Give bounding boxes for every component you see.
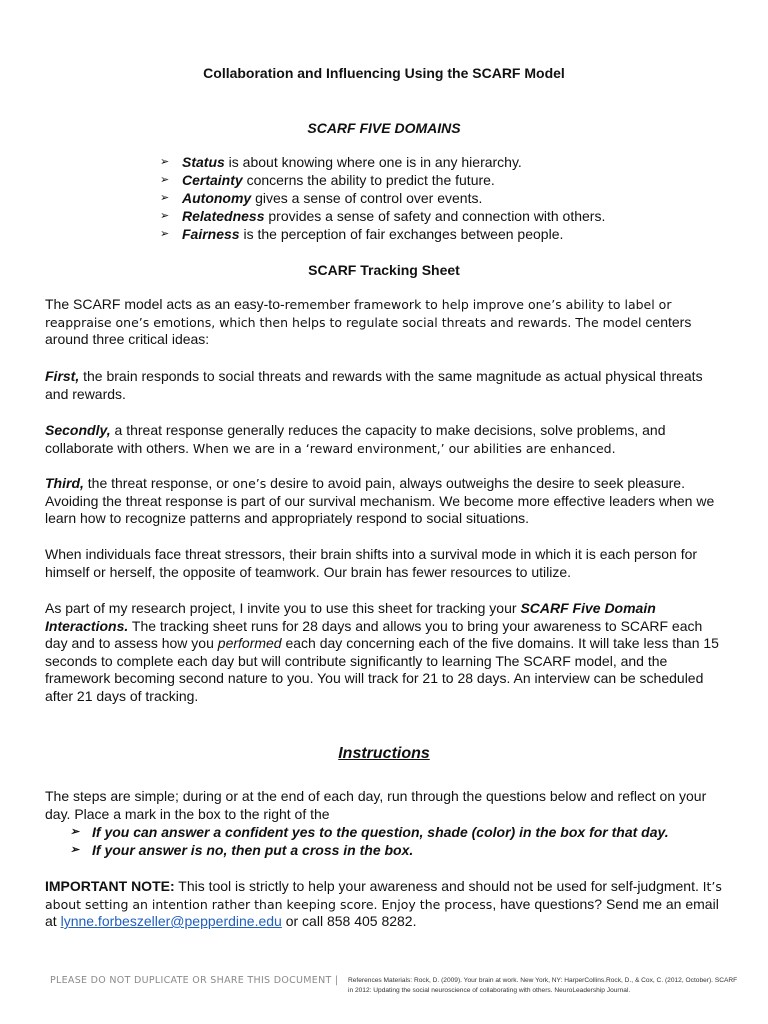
- paragraph-text-soft: one’s: [232, 476, 267, 491]
- email-link[interactable]: lynne.forbeszeller@pepperdine.edu: [60, 913, 282, 929]
- third-paragraph: [45, 475, 725, 528]
- tracking-sheet-heading: SCARF Tracking Sheet: [308, 262, 460, 278]
- important-note-label: IMPORTANT NOTE:: [45, 878, 175, 894]
- paragraph-text-soft: When we are in a ‘reward environment,’ our abilities are enhanced.: [192, 440, 616, 456]
- domain-item-status: [160, 153, 605, 171]
- arrow-bullet-icon: ➢: [160, 156, 170, 168]
- domain-text: is about knowing where one is in any hierarchy.: [224, 154, 522, 170]
- research-paragraph: [45, 600, 725, 705]
- domain-item-certainty: [160, 171, 605, 189]
- arrow-bullet-icon: ➢: [160, 174, 170, 186]
- arrow-bullet-icon: ➢: [70, 826, 80, 838]
- paragraph-lead: Third,: [45, 475, 84, 491]
- steps-intro-paragraph: The steps are simple; during or at the end of each day, run through the questions below and reflect on your day. Place a mark in the box to the right of the: [45, 788, 707, 822]
- arrow-bullet-icon: ➢: [160, 192, 170, 204]
- domain-term: Relatedness: [182, 208, 265, 224]
- arrow-bullet-icon: ➢: [160, 228, 170, 240]
- step-item: [70, 841, 669, 859]
- paragraph-text: the threat response, or: [83, 475, 233, 491]
- domain-text: is the perception of fair exchanges between people.: [239, 226, 564, 242]
- reference-materials: References Materials: Rock, D. (2009). Your brain at work. New York, NY: HarperCollins.Rock, D., & Cox, C. (2012, October). SCARF in 2012: Updating the social neuroscience of collaborating with others. NeuroLeadership Journal.: [348, 977, 738, 994]
- paragraph-text: the brain responds to social threats and rewards with the same magnitude as actual physical threats and rewards.: [45, 368, 703, 402]
- document-title: Collaboration and Influencing Using the SCARF Model: [203, 65, 565, 81]
- instructions-heading: Instructions: [338, 745, 430, 762]
- research-text-2: The tracking sheet runs for 28 days and allows you to bring your awareness to SCARF each day and to assess how you: [45, 617, 703, 651]
- domain-term: Fairness: [182, 226, 240, 242]
- secondly-paragraph: [45, 422, 725, 457]
- domain-item-fairness: [160, 225, 605, 243]
- domain-item-autonomy: [160, 189, 605, 207]
- arrow-bullet-icon: ➢: [160, 210, 170, 222]
- note-text-soft: It’s about setting an intention rather than keeping score. Enjoy the process: [45, 879, 722, 912]
- intro-text-end: centers around three critical ideas:: [45, 313, 692, 347]
- arrow-bullet-icon: ➢: [70, 844, 80, 856]
- paragraph-text-end: desire to avoid pain, always outweighs the desire to seek pleasure. Avoiding the threat response is part of our survival mechanism. We become more effective leaders when we learn how to recognize patterns and appropriately respond to social situations.: [45, 475, 715, 526]
- domain-text: concerns the ability to predict the future.: [242, 172, 495, 188]
- intro-text-soft: remember framework to help improve one’s ability to label or reappraise one’s emotions, which then helps to regulate social threats and rewards. The model: [45, 297, 672, 330]
- research-bold-text: SCARF Five Domain Interactions.: [45, 600, 656, 634]
- step-item: [70, 823, 669, 841]
- step-text: If you can answer a confident yes to the question, shade (color) in the box for that day.: [92, 824, 669, 840]
- paragraph-lead: First,: [45, 368, 80, 384]
- note-text-2: , have questions? Send me an email at: [45, 895, 719, 929]
- domain-item-relatedness: [160, 207, 605, 225]
- paragraph-text: a threat response generally reduces the capacity to make decisions, solve problems, and collaborate with others.: [45, 422, 666, 456]
- steps-list: [70, 823, 669, 859]
- research-text: As part of my research project, I invite you to use this sheet for tracking your: [45, 600, 521, 616]
- domain-term: Status: [182, 154, 225, 170]
- research-italic-text: performed: [217, 635, 282, 651]
- step-text: If your answer is no, then put a cross in the box.: [92, 842, 414, 858]
- first-paragraph: [45, 368, 725, 403]
- domain-term: Autonomy: [182, 190, 252, 206]
- domains-list: [160, 153, 605, 243]
- note-text-3: or call 858 405 8282.: [281, 913, 417, 929]
- domains-heading: SCARF FIVE DOMAINS: [307, 120, 461, 136]
- intro-text: The SCARF model acts as an easy-to-: [45, 296, 285, 312]
- do-not-duplicate-notice: PLEASE DO NOT DUPLICATE OR SHARE THIS DOCUMENT |: [50, 975, 339, 986]
- intro-paragraph: [45, 296, 725, 349]
- domain-text: provides a sense of safety and connection with others.: [264, 208, 606, 224]
- threat-stressors-paragraph: When individuals face threat stressors, their brain shifts into a survival mode in which it is each person for himself or herself, the opposite of teamwork. Our brain has fewer resources to utilize.: [45, 546, 698, 580]
- domain-text: gives a sense of control over events.: [251, 190, 483, 206]
- note-text: This tool is strictly to help your awareness and should not be used for self-judgment.: [174, 878, 703, 894]
- domain-term: Certainty: [182, 172, 243, 188]
- paragraph-lead: Secondly,: [45, 422, 111, 438]
- important-note-paragraph: [45, 878, 725, 931]
- research-text-3: each day concerning each of the five domains. It will take less than 15 seconds to complete each day but will contribute significantly to learning The SCARF model, and the framework becoming second nature to you. You will track for 21 to 28 days. An interview can be scheduled after 21 days of tracking.: [45, 635, 719, 704]
